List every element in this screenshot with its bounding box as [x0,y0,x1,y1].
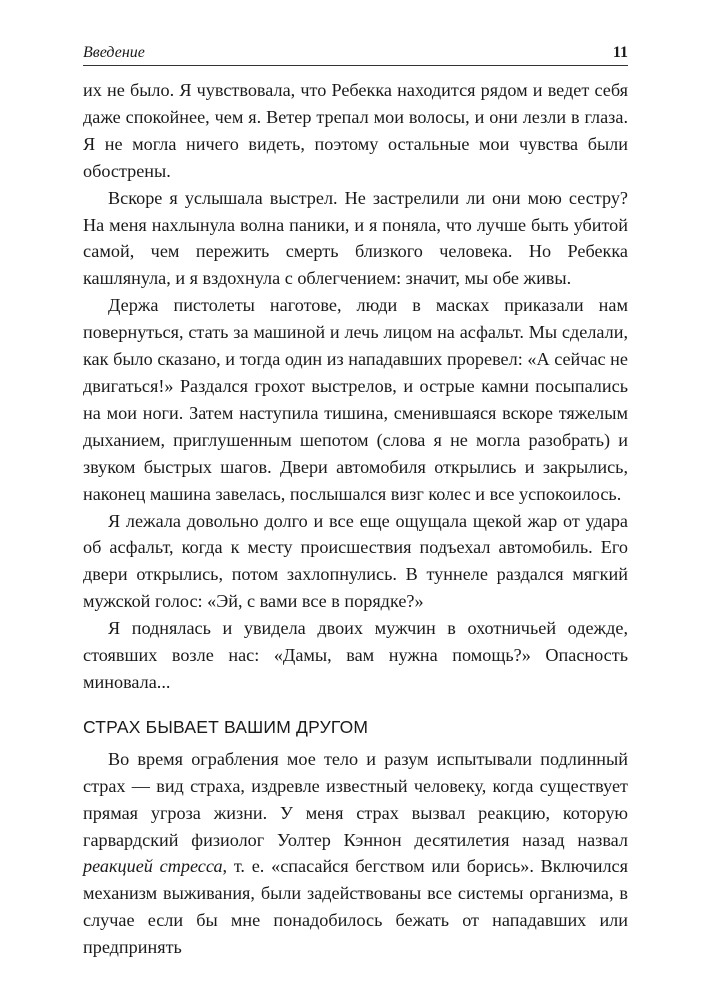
paragraph-text: , т. е. «спасайся бегством или борись». Включился механизм выживания, были задействованы все системы организма, в случае если бы мне понадобилось бежать от нападавших или предпринять [83,856,628,958]
subheading: СТРАХ БЫВАЕТ ВАШИМ ДРУГОМ [83,716,369,737]
book-page [83,40,628,961]
paragraph: Я лежала довольно долго и все еще ощущала щекой жар от удара об асфальт, когда к месту происшествия подъехал автомобиль. Его двери открылись, потом захлопнулись. В туннеле раздался мягкий мужской голос: «Эй, с вами все в порядке?» [83,510,628,612]
body-text [83,77,628,961]
paragraph [83,746,628,961]
paragraph: их не было. Я чувствовала, что Ребекка находится рядом и ведет себя даже спокойнее, чем я. Ветер трепал мои волосы, и они лезли в глаза. Я не могла ничего видеть, поэтому остальные мои чувства были обострены. [83,80,628,181]
emphasized-term: реакцией стресса [83,856,223,877]
paragraph: Держа пистолеты наготове, люди в масках приказали нам повернуться, стать за машиной и лечь лицом на асфальт. Мы сделали, как было сказано, и тогда один из нападавших проревел: «А сейчас не двигаться!» Раздался грохот выстрелов, и острые камни посыпались на мои ноги. Затем наступила тишина, сменившаяся вскоре тяжелым дыханием, приглушенным шепотом (слова я не могла разобрать) и звуком быстрых шагов. Двери автомобиля открылись и закрылись, наконец машина завелась, послышался визг колес и все успокоилось. [83,295,628,504]
paragraph-text: Во время ограбления мое тело и разум испытывали подлинный страх — вид страха, издревле известный человеку, когда существует прямая угроза жизни. У меня страх вызвал реакцию, которую гарвардский физиолог Уолтер Кэннон десятилетия назад назвал [83,748,628,850]
paragraph: Я поднялась и увидела двоих мужчин в охотничьей одежде, стоявших возле нас: «Дамы, вам нужна помощь?» Опасность миновала... [83,618,628,692]
section-title: Введение [83,44,145,61]
page-number: 11 [612,44,628,61]
running-header [83,40,628,66]
paragraph: Вскоре я услышала выстрел. Не застрелили ли они мою сестру? На меня нахлынула волна паники, и я поняла, что лучше быть убитой самой, чем пережить смерть близкого человека. Но Ребекка кашлянула, и я вздохнула с облегчением: значит, мы обе живы. [83,187,628,289]
